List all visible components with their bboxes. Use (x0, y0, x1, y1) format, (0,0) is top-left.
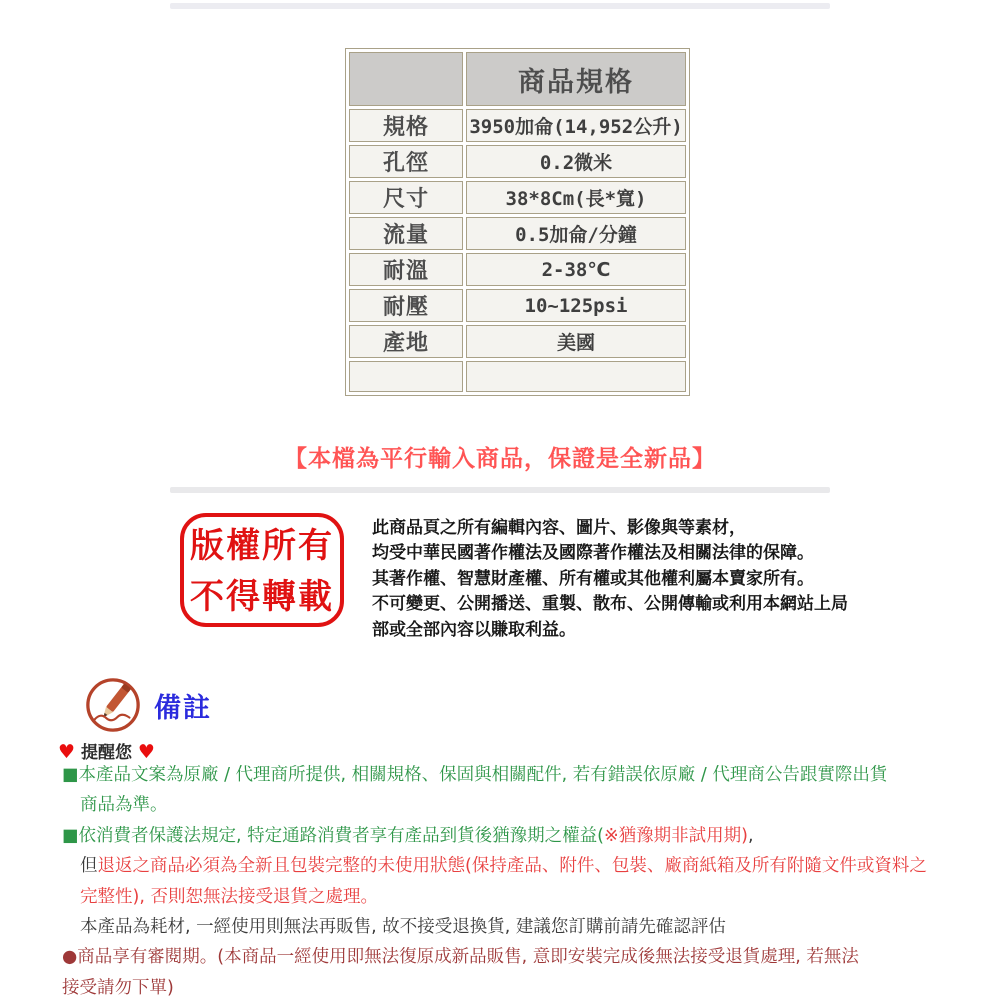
spec-table-header-empty (349, 52, 463, 106)
remark-line: 完整性), 否則恕無法接受退貨之處理。 (80, 886, 378, 907)
table-row (349, 109, 686, 142)
spec-value: 10~125psi (466, 289, 686, 322)
top-divider-bar (170, 3, 830, 9)
spec-value: 38*8Cm(長*寬) (466, 181, 686, 214)
table-row (349, 217, 686, 250)
notes-title: 備註 (154, 692, 212, 724)
copyright-line: 其著作權、智慧財產權、所有權或其他權利屬本賣家所有。 (372, 568, 814, 589)
copyright-stamp-line1: 版權所有 (190, 526, 334, 566)
section-divider-bar (170, 487, 830, 493)
spec-label (349, 361, 463, 392)
spec-table-header-row (349, 52, 686, 106)
heart-icon: ♥ (58, 741, 76, 763)
spec-label: 規格 (349, 109, 463, 142)
heart-icon: ♥ (137, 741, 155, 763)
pencil-icon (84, 676, 142, 734)
spec-label: 產地 (349, 325, 463, 358)
copyright-stamp-line2: 不得轉載 (190, 577, 334, 617)
remark-line: 商品為準。 (80, 795, 168, 816)
remark-line: ■本產品文案為原廠 / 代理商所提供, 相關規格、保固與相關配件, 若有錯誤依原廠 / 代理商公告跟實際出貨 (62, 765, 888, 785)
notes-header (84, 676, 212, 734)
copyright-stamp (180, 513, 344, 627)
remark-segment: ■依消費者保護法規定, 特定通路消費者享有產品到貨後猶豫期之權益( (62, 825, 604, 846)
reminder-text: 提醒您 (80, 743, 132, 763)
spec-value: 2-38℃ (466, 253, 686, 286)
table-row (349, 325, 686, 358)
spec-table-title: 商品規格 (466, 52, 686, 106)
copyright-line: 部或全部內容以賺取利益。 (372, 619, 576, 640)
remarks-list (62, 760, 967, 1000)
copyright-section (180, 513, 848, 643)
spec-value: 0.2微米 (466, 145, 686, 178)
copyright-line: 不可變更、公開播送、重製、散布、公開傳輸或利用本網站上局 (372, 594, 848, 615)
spec-label: 尺寸 (349, 181, 463, 214)
remark-line: 接受請勿下單) (62, 977, 174, 998)
spec-value (466, 361, 686, 392)
remark-line: 本產品為耗材, 一經使用則無法再販售, 故不接受退換貨, 建議您訂購前請先確認評估 (80, 917, 726, 938)
spec-label: 孔徑 (349, 145, 463, 178)
remark-segment: , (748, 825, 754, 846)
spec-label: 耐溫 (349, 253, 463, 286)
remark-segment: 退返之商品必須為全新且包裝完整的未使用狀態(保持產品、附件、包裝、廠商紙箱及所有附隨文件或資料之 (97, 856, 927, 877)
remark-segment: 但 (80, 856, 98, 877)
spec-value: 美國 (466, 325, 686, 358)
table-row-empty (349, 361, 686, 392)
table-row (349, 181, 686, 214)
table-row (349, 289, 686, 322)
spec-label: 流量 (349, 217, 463, 250)
spec-value: 3950加侖(14,952公升) (466, 109, 686, 142)
spec-label: 耐壓 (349, 289, 463, 322)
spec-table (345, 48, 690, 396)
spec-value: 0.5加侖/分鐘 (466, 217, 686, 250)
remark-line (62, 821, 967, 851)
copyright-line: 均受中華民國著作權法及國際著作權法及相關法律的保障。 (372, 543, 814, 564)
parallel-import-notice: 【本檔為平行輸入商品，保證是全新品】 (284, 446, 716, 472)
remark-segment: ※猶豫期非試用期) (604, 825, 748, 846)
copyright-text (372, 513, 848, 643)
remark-line: ●商品享有審閱期。(本商品一經使用即無法復原成新品販售, 意即安裝完成後無法接受退貨處理, 若無法 (62, 947, 859, 968)
remark-line (62, 851, 967, 881)
copyright-line: 此商品頁之所有編輯內容、圖片、影像與等素材， (372, 518, 746, 538)
table-row (349, 145, 686, 178)
table-row (349, 253, 686, 286)
